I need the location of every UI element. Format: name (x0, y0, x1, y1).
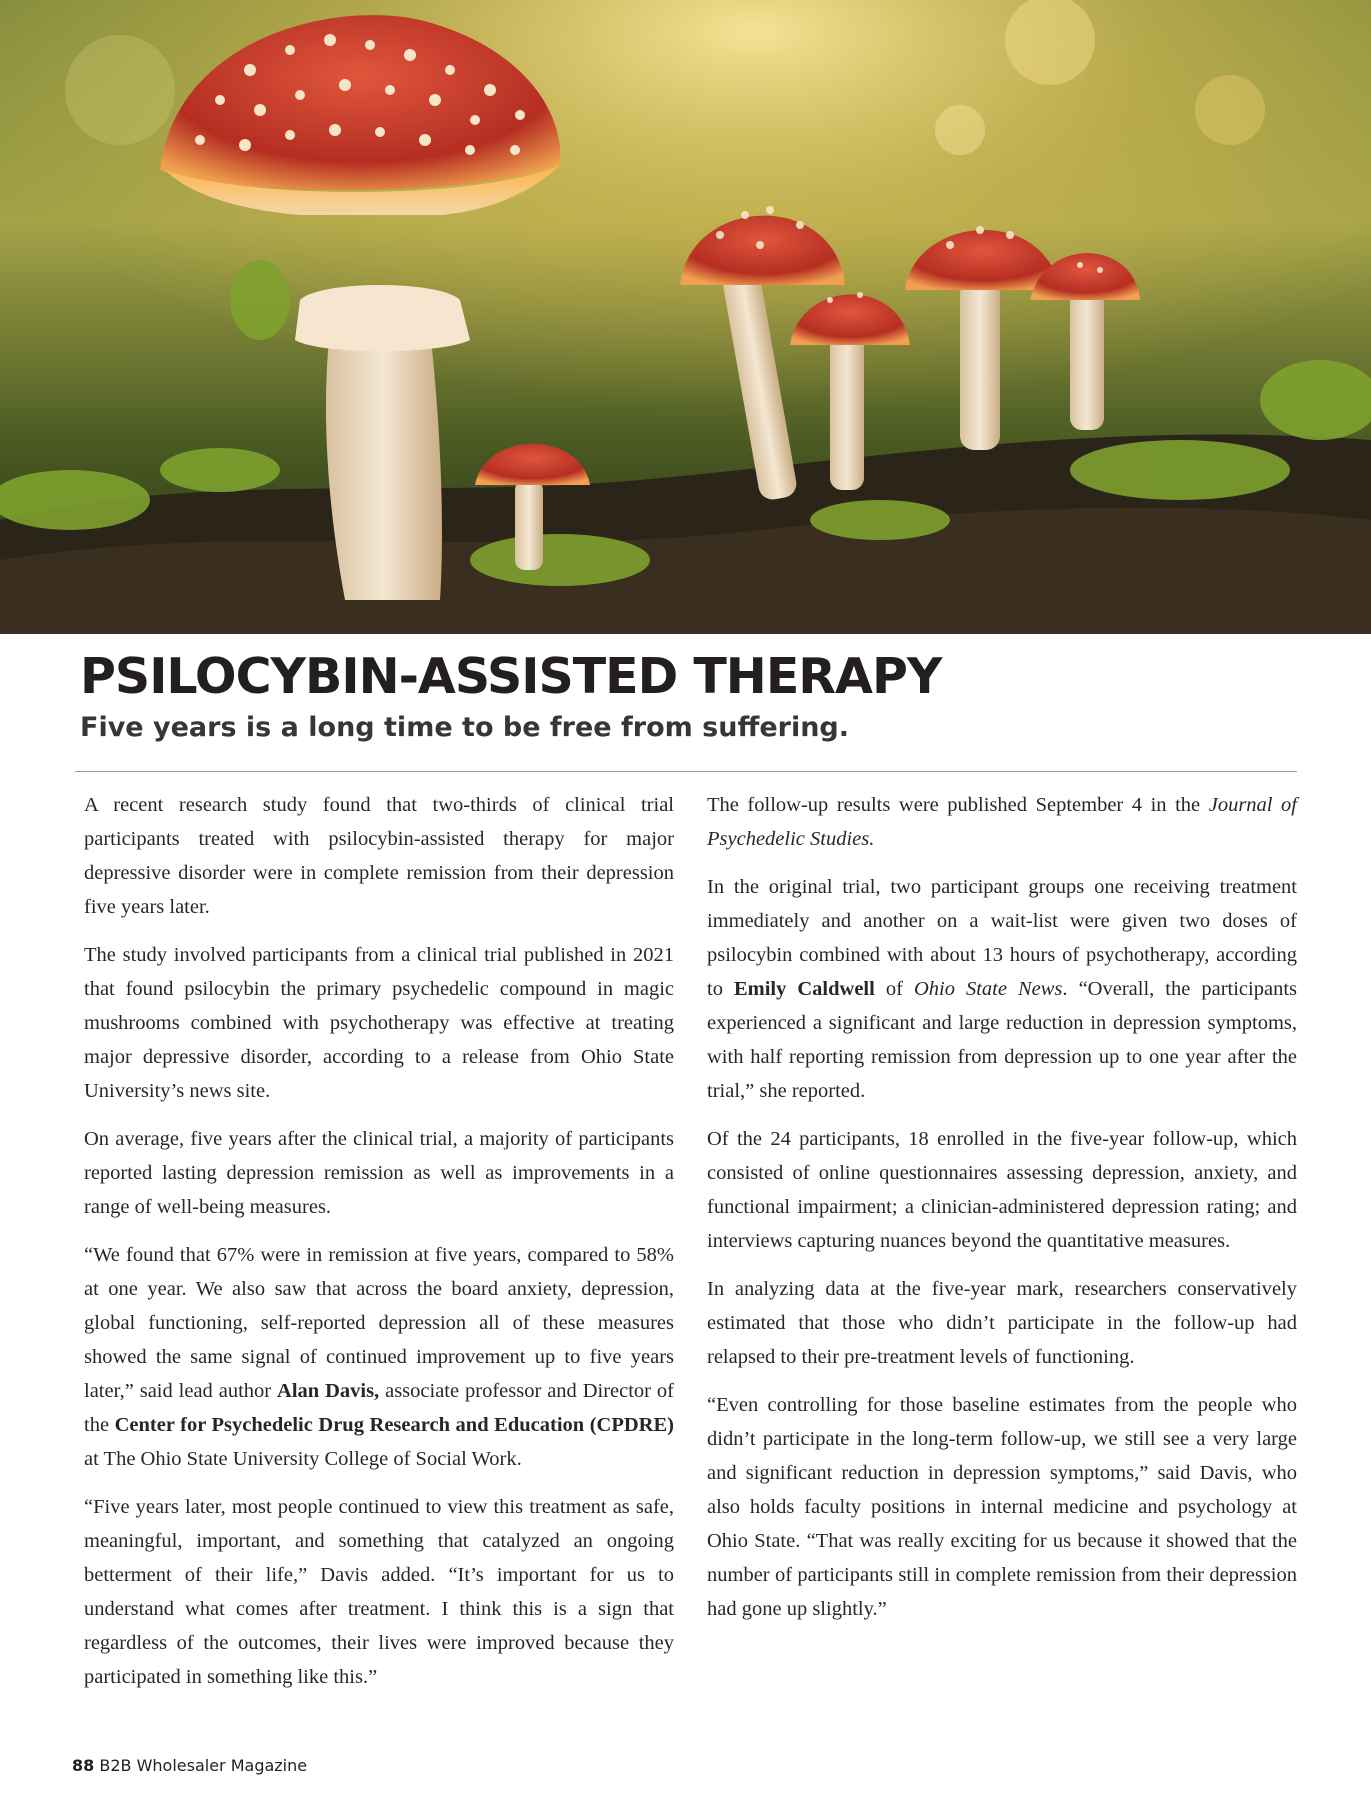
journal-name: Journal of Psychedelic Studies. (707, 794, 1297, 850)
paragraph (707, 788, 1297, 856)
paragraph-text: of (874, 978, 914, 1000)
paragraph (707, 870, 1297, 1108)
article-title: PSILOCYBIN-ASSISTED THERAPY (80, 648, 942, 705)
publication-name: B2B Wholesaler Magazine (99, 1756, 308, 1775)
page-number: 88 (72, 1756, 95, 1775)
author-name: Alan Davis, (277, 1380, 380, 1402)
article-column-left (84, 788, 674, 1708)
paragraph-text: The follow-up results were published September 4 in the (707, 794, 1209, 816)
title-divider (75, 771, 1297, 772)
article-column-right (707, 788, 1297, 1640)
paragraph-text: “We found that 67% were in remission at five years, compared to 58% at one year. We also saw that across the board anxiety, depression, global functioning, self-reported depression all of these measures showed the same signal of continued improvement up to five years later,” said lead author (84, 1244, 674, 1402)
reporter-name: Emily Caldwell (733, 978, 875, 1000)
paragraph: Of the 24 participants, 18 enrolled in the five-year follow-up, which consisted of online questionnaires assessing depression, anxiety, and functional impairment; a clinician-administered depression rating; and interviews capturing nuances beyond the quantitative measures. (707, 1128, 1297, 1252)
hero-photo-mushrooms (0, 0, 1371, 634)
paragraph-text: at The Ohio State University College of Social Work. (84, 1448, 522, 1470)
page-footer (72, 1756, 307, 1775)
paragraph: “Five years later, most people continued to view this treatment as safe, meaningful, important, and something that catalyzed an ongoing betterment of their life,” Davis added. “It’s important for us to understand what comes after treatment. I think this is a sign that regardless of the outcomes, their lives were improved because they participated in something like this.” (84, 1496, 674, 1688)
paragraph (84, 1238, 674, 1476)
paragraph: In analyzing data at the five-year mark, researchers conservatively estimated that those who didn’t participate in the follow-up had relapsed to their pre-treatment levels of functioning. (707, 1278, 1297, 1368)
paragraph: The study involved participants from a clinical trial published in 2021 that found psilocybin the primary psychedelic compound in magic mushrooms combined with psychotherapy was effective at treating major depressive disorder, according to a release from Ohio State University’s news site. (84, 944, 674, 1102)
paragraph-text: associate professor and Director of the (84, 1380, 674, 1436)
paragraph: “Even controlling for those baseline estimates from the people who didn’t participate in the long-term follow-up, we still see a very large and significant reduction in depression symptoms,” said Davis, who also holds faculty positions in internal medicine and psychology at Ohio State. “That was really exciting for us because it showed that the number of participants still in complete remission from their depression had gone up slightly.” (707, 1394, 1297, 1620)
paragraph: A recent research study found that two-thirds of clinical trial participants treated with psilocybin-assisted therapy for major depressive disorder were in complete remission from their depression five years later. (84, 794, 674, 918)
paragraph-text: . “Overall, the participants experienced a significant and large reduction in depression symptoms, with half reporting remission from depression up to one year after the trial,” she reported. (707, 978, 1297, 1102)
paragraph: On average, five years after the clinical trial, a majority of participants reported lasting depression remission as well as improvements in a range of well-being measures. (84, 1128, 674, 1218)
publication-name: Ohio State News (913, 978, 1063, 1000)
organization-name: Center for Psychedelic Drug Research and Education (CPDRE) (114, 1414, 674, 1436)
paragraph-text: In the original trial, two participant groups one receiving treatment immediately and another on a wait-list were given two doses of psilocybin combined with about 13 hours of psychotherapy, according to (707, 876, 1297, 1000)
article-subtitle: Five years is a long time to be free from suffering. (80, 712, 850, 743)
